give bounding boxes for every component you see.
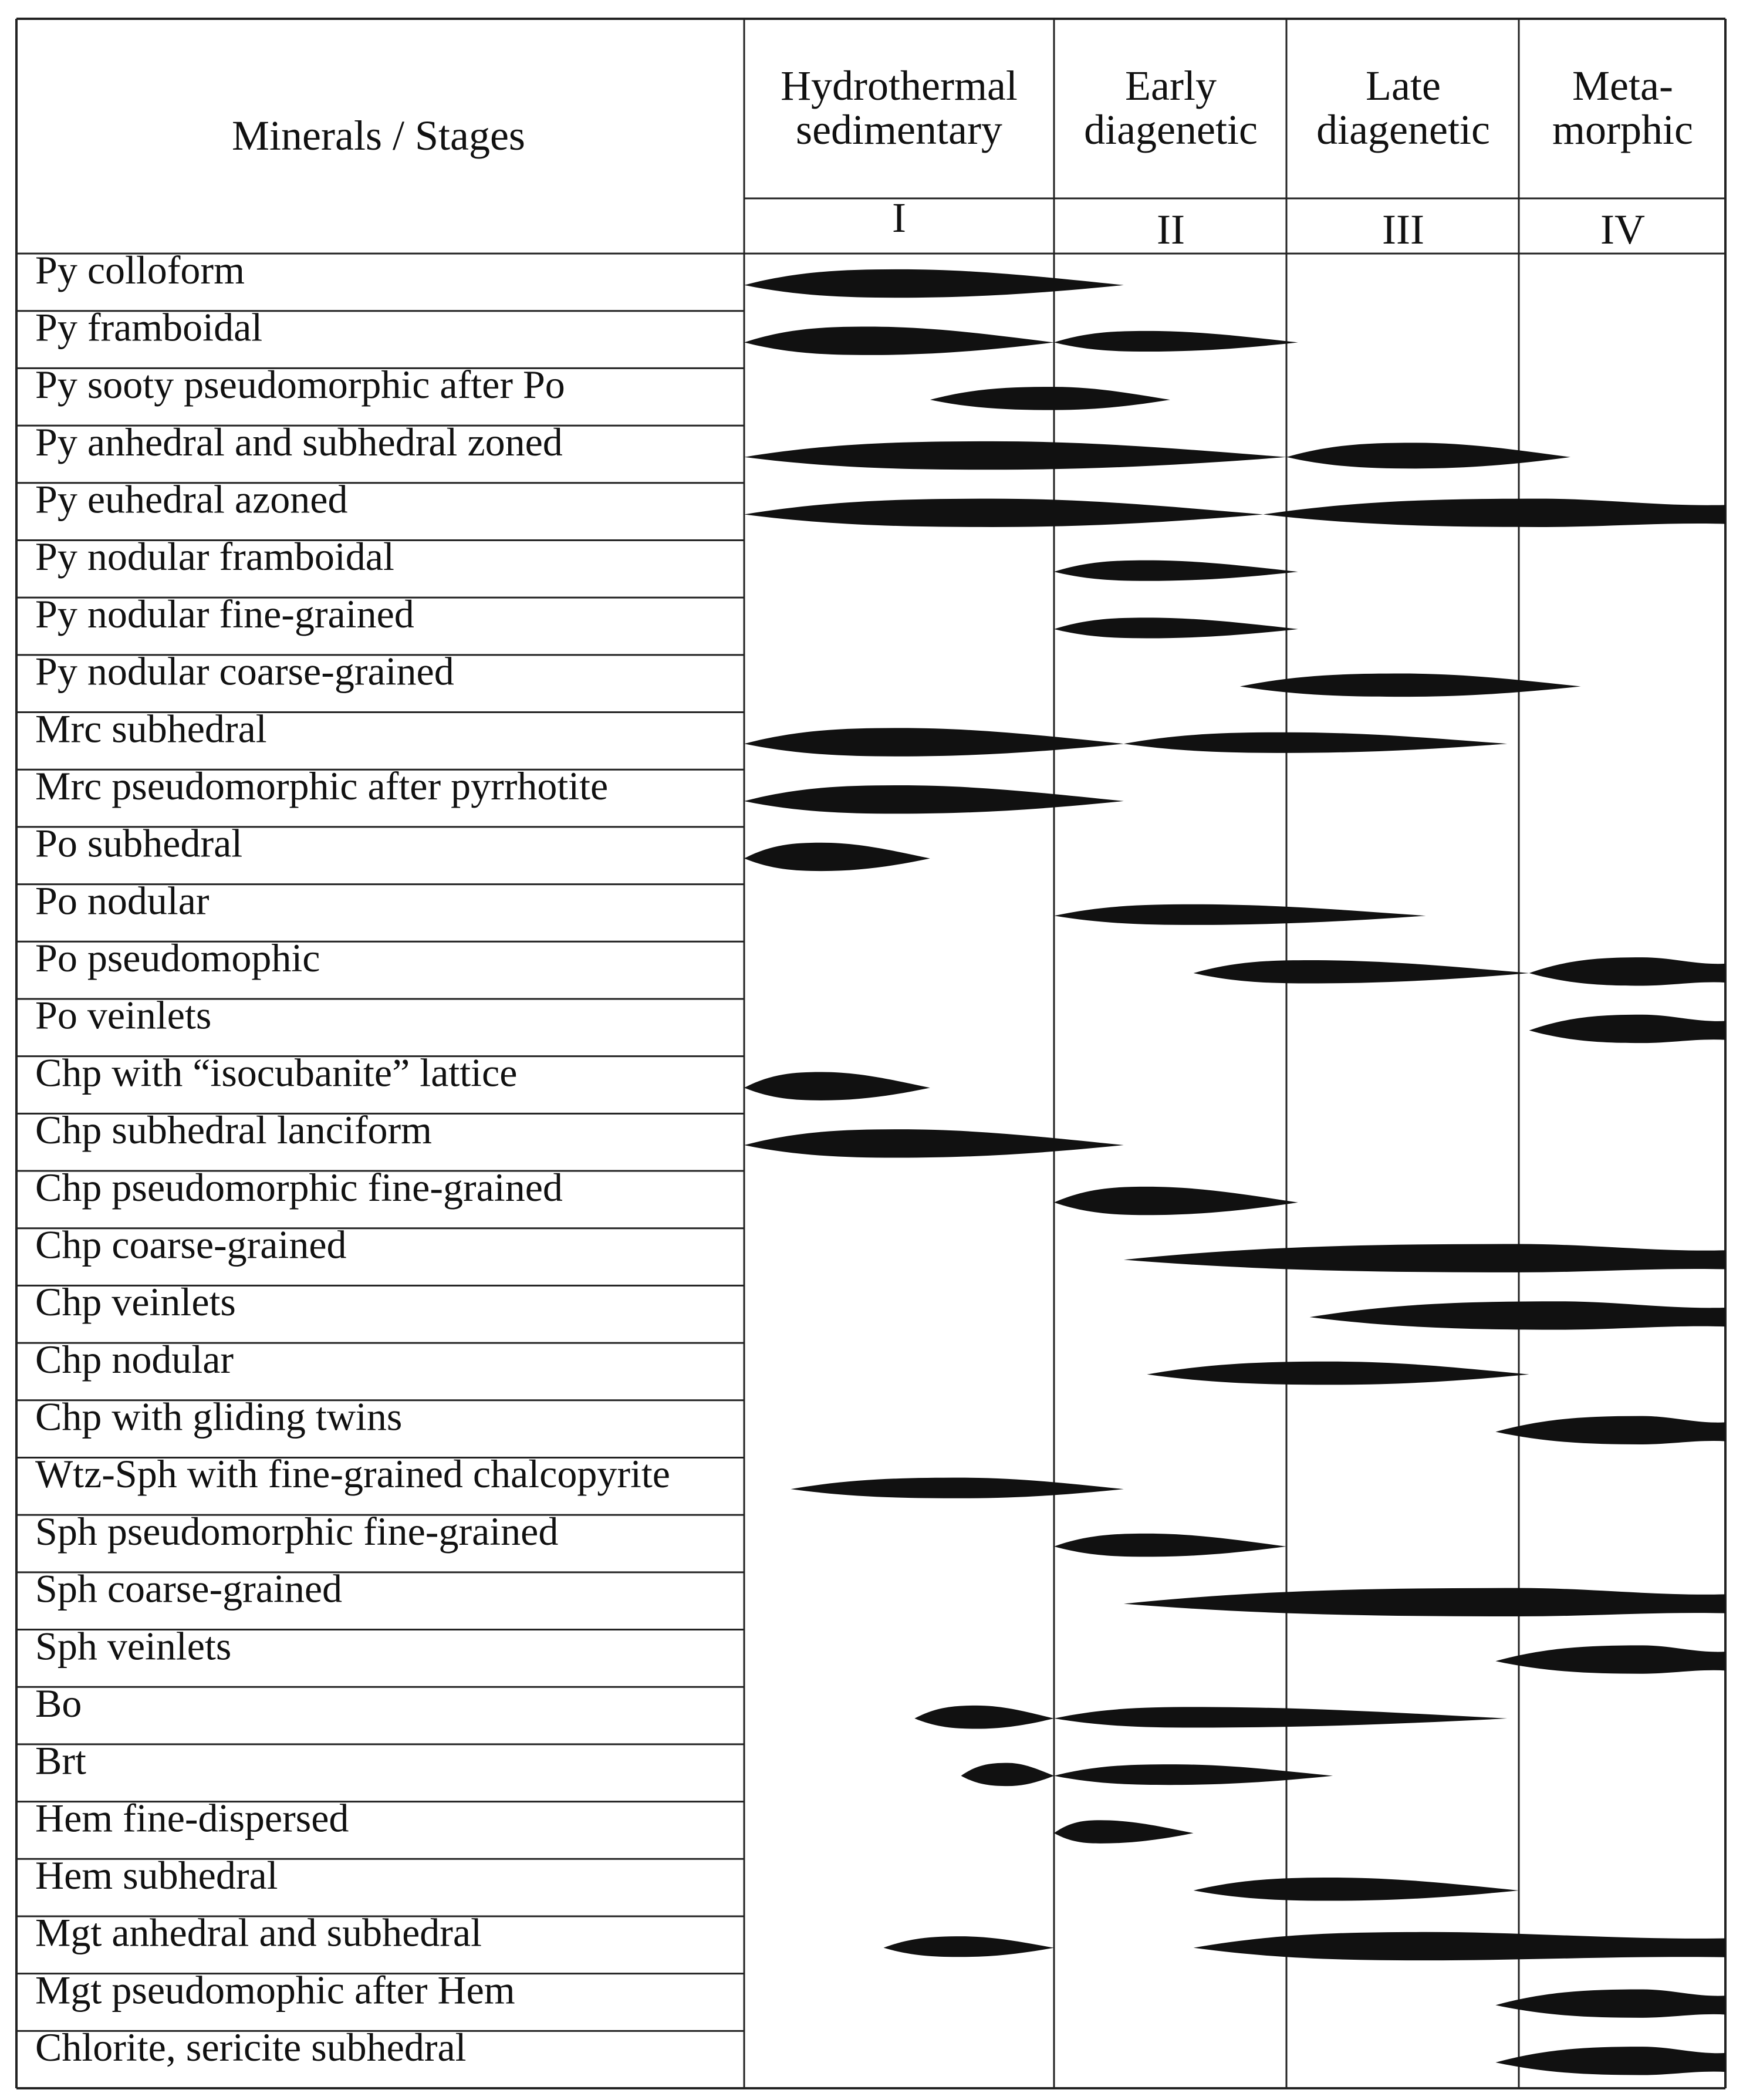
mineral-label: Sph veinlets [35,1623,232,1669]
stage-bar [1495,1416,1725,1444]
stage-1-title-line1: Hydrothermal [781,62,1018,109]
mineral-label: Sph coarse-grained [35,1566,343,1611]
stage-bar [744,785,1124,813]
mineral-label: Sph pseudomorphic fine-grained [35,1508,559,1554]
stage-bar [1124,1244,1725,1272]
stage-bar [1240,674,1581,697]
mineral-label: Hem fine-dispersed [35,1795,349,1841]
stage-bar [744,269,1124,298]
stage-bar [1124,732,1507,753]
stage-4-title-line1: Meta- [1572,62,1673,109]
stage-bar [744,441,1286,470]
mineral-label: Wtz-Sph with fine-grained chalcopyrite [35,1451,670,1497]
mineral-label: Py nodular fine-grained [35,591,414,636]
mineral-label: Py nodular coarse-grained [35,649,454,694]
mineral-label: Po subhedral [35,821,243,866]
stage-2-title-line1: Early [1125,62,1217,109]
mineral-label: Mrc subhedral [35,706,267,751]
stage-bar [1054,1707,1507,1727]
stage-bar [1054,904,1426,925]
mineral-label: Mgt anhedral and subhedral [35,1910,482,1955]
mineral-label: Brt [35,1738,86,1783]
stage-2-title-line2: diagenetic [1084,106,1258,153]
stage-bar [961,1763,1054,1787]
stage-bar [1310,1301,1725,1329]
stage-bar [1495,1645,1725,1673]
mineral-label: Mrc pseudomorphic after pyrrhotite [35,763,609,808]
stage-bar [1194,960,1529,984]
stage-bar [1194,1878,1519,1901]
stage-bar [1529,1015,1725,1043]
stage-bar [1529,957,1725,985]
mineral-label: Py euhedral azoned [35,477,348,522]
stage-bar [1054,1187,1298,1215]
stage-bar [744,728,1124,756]
mineral-label: Py colloform [35,247,245,292]
stage-bar [884,1936,1054,1957]
stage-bars [744,269,1725,2075]
mineral-label: Po pseudomophic [35,936,320,981]
stage-bar [1495,2047,1725,2075]
stage-bar [1286,443,1570,468]
stage-bar [1054,331,1298,352]
stage-bar [1054,1764,1333,1785]
mineral-label: Bo [35,1680,82,1726]
stage-3-title-line2: diagenetic [1316,106,1490,153]
stage-bar [744,1129,1124,1157]
mineral-label: Py sooty pseudomorphic after Po [35,362,565,407]
table-header [232,62,1693,253]
stage-bar [744,327,1054,355]
mineral-labels [35,248,670,2069]
mineral-label: Mgt pseudomophic after Hem [35,1967,515,2013]
stage-bar [914,1706,1054,1729]
mineral-label: Chlorite, sericite subhedral [35,2025,467,2070]
stage-bar [1263,499,1725,527]
stage-bar [791,1478,1124,1498]
stage-bar [1054,561,1298,581]
stage-4-title-line2: morphic [1552,106,1693,153]
stage-2-numeral: II [1157,206,1185,253]
mineral-label: Po nodular [35,878,210,923]
mineral-label: Chp pseudomorphic fine-grained [35,1164,563,1210]
stage-4-numeral: IV [1600,206,1645,253]
mineral-label: Chp coarse-grained [35,1222,347,1267]
mineral-label: Py nodular framboidal [35,534,394,579]
stage-bar [744,843,930,871]
stage-1-numeral: I [892,194,906,241]
stage-bar [1147,1362,1529,1385]
stage-bar [1124,1588,1725,1616]
stage-bar [1194,1932,1725,1960]
mineral-label: Hem subhedral [35,1853,278,1898]
stage-3-title-line1: Late [1366,62,1441,109]
stage-bar [744,1072,930,1100]
mineral-label: Po veinlets [35,992,212,1038]
stage-bar [1054,617,1298,638]
mineral-label: Py framboidal [35,305,263,350]
stage-3-numeral: III [1382,206,1424,253]
stage-bar [1054,1534,1286,1557]
mineral-label: Chp with “isocubanite” lattice [35,1050,518,1095]
header-corner-label: Minerals / Stages [232,112,525,159]
stage-1-title-line2: sedimentary [796,106,1002,153]
stage-bar [1054,1820,1194,1844]
mineral-label: Chp subhedral lanciform [35,1108,433,1153]
stage-bar [1495,1989,1725,2017]
mineral-label: Chp with gliding twins [35,1394,403,1439]
stage-bar [930,387,1170,410]
mineral-label: Chp veinlets [35,1279,236,1325]
stage-bar [744,499,1263,527]
mineral-label: Py anhedral and subhedral zoned [35,419,563,464]
mineral-label: Chp nodular [35,1336,234,1382]
